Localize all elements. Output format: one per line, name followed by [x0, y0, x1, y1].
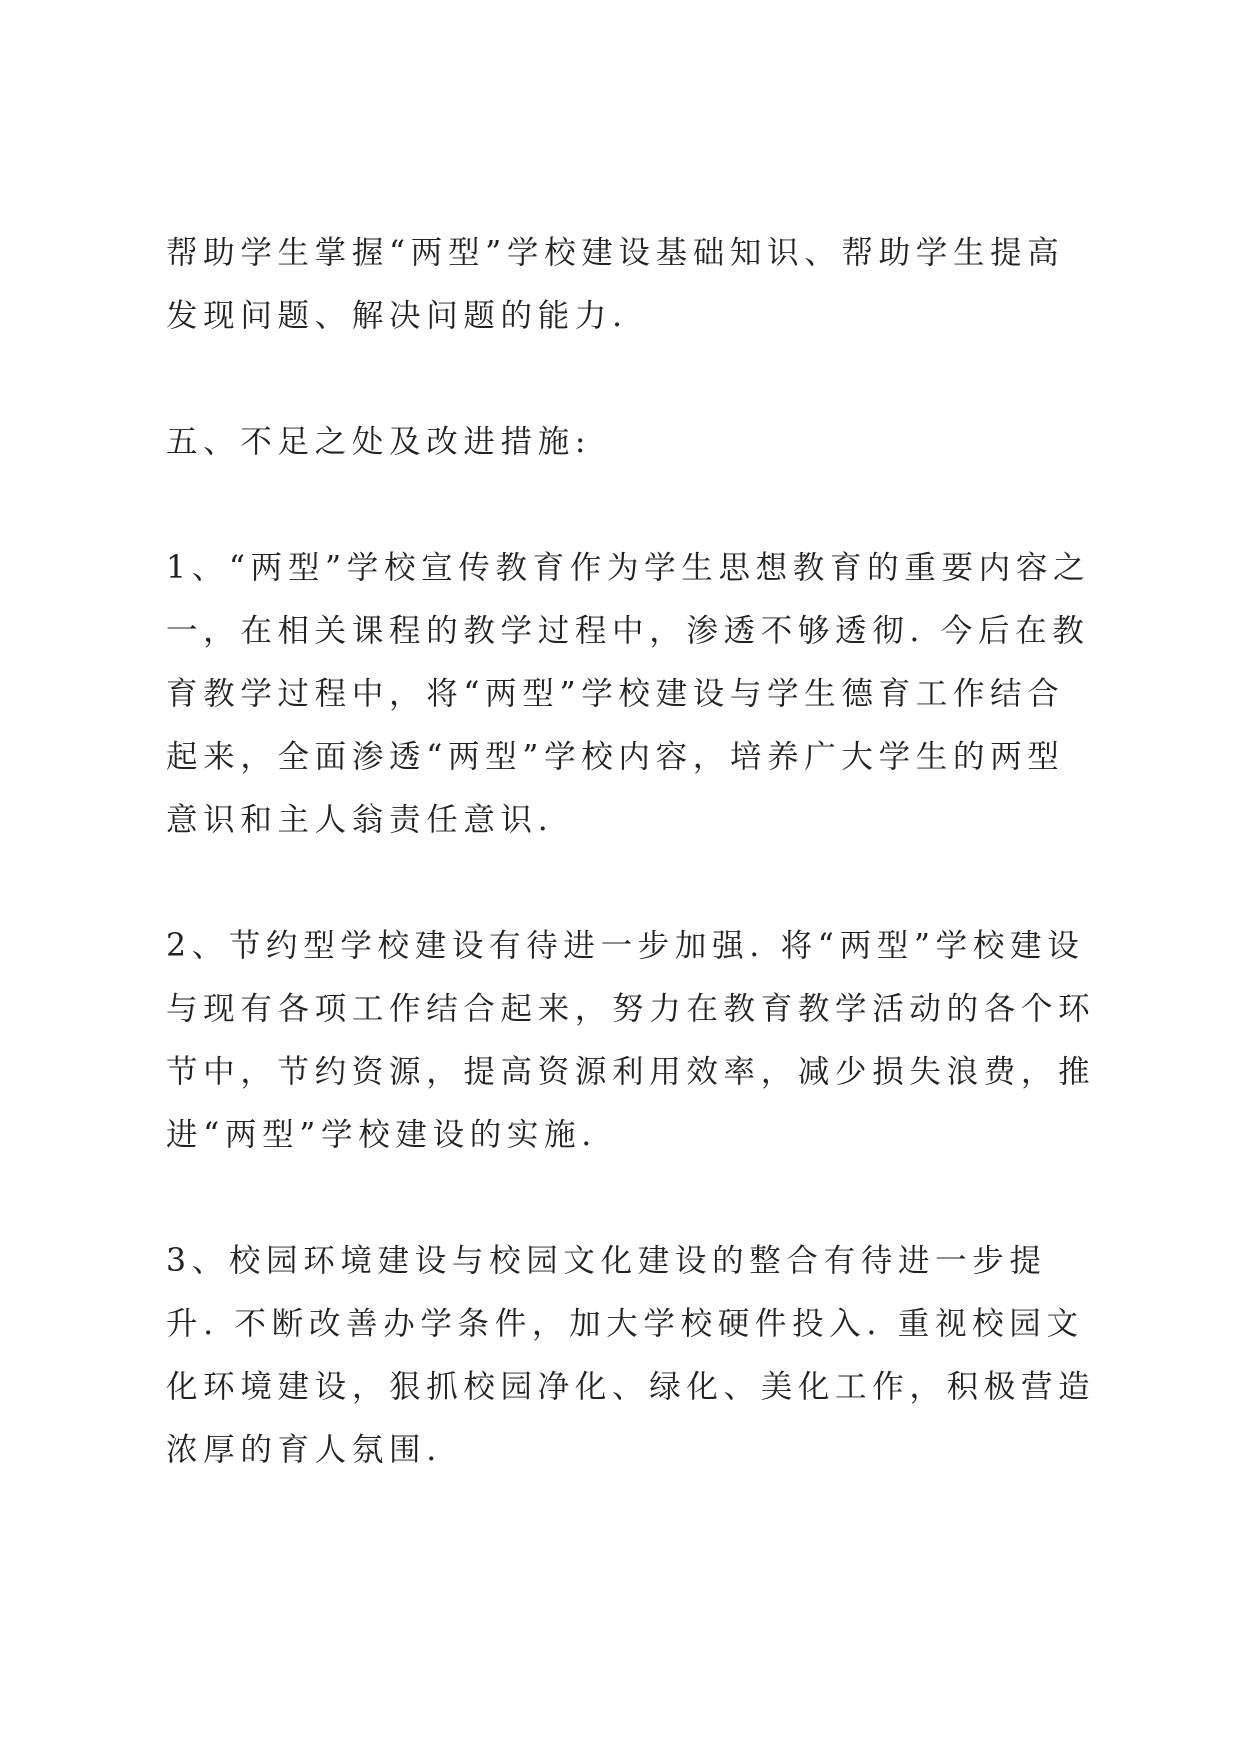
- document-body: [166, 222, 1096, 1482]
- section-heading: 五、不足之处及改进措施:: [166, 424, 592, 460]
- paragraph-item-2: 2、节约型学校建设有待进一步加强. 将“两型”学校建设与现有各项工作结合起来，努力在教育教学活动的各个环节中，节约资源，提高资源利用效率，减少损失浪费，推进“两型”学校建设的实施.: [166, 928, 1096, 1153]
- paragraph-continuation: 帮助学生掌握“两型”学校建设基础知识、帮助学生提高发现问题、解决问题的能力.: [166, 235, 1065, 334]
- paragraph-item-1: 1、“两型”学校宣传教育作为学生思想教育的重要内容之一，在相关课程的教学过程中，渗透不够透彻. 今后在教育教学过程中，将“两型”学校建设与学生德育工作结合起来，全面渗透“两型”学校内容，培养广大学生的两型意识和主人翁责任意识.: [166, 550, 1091, 838]
- paragraph-item-3: 3、校园环境建设与校园文化建设的整合有待进一步提升. 不断改善办学条件，加大学校硬件投入. 重视校园文化环境建设，狠抓校园净化、绿化、美化工作，积极营造浓厚的育人氛围.: [166, 1243, 1096, 1468]
